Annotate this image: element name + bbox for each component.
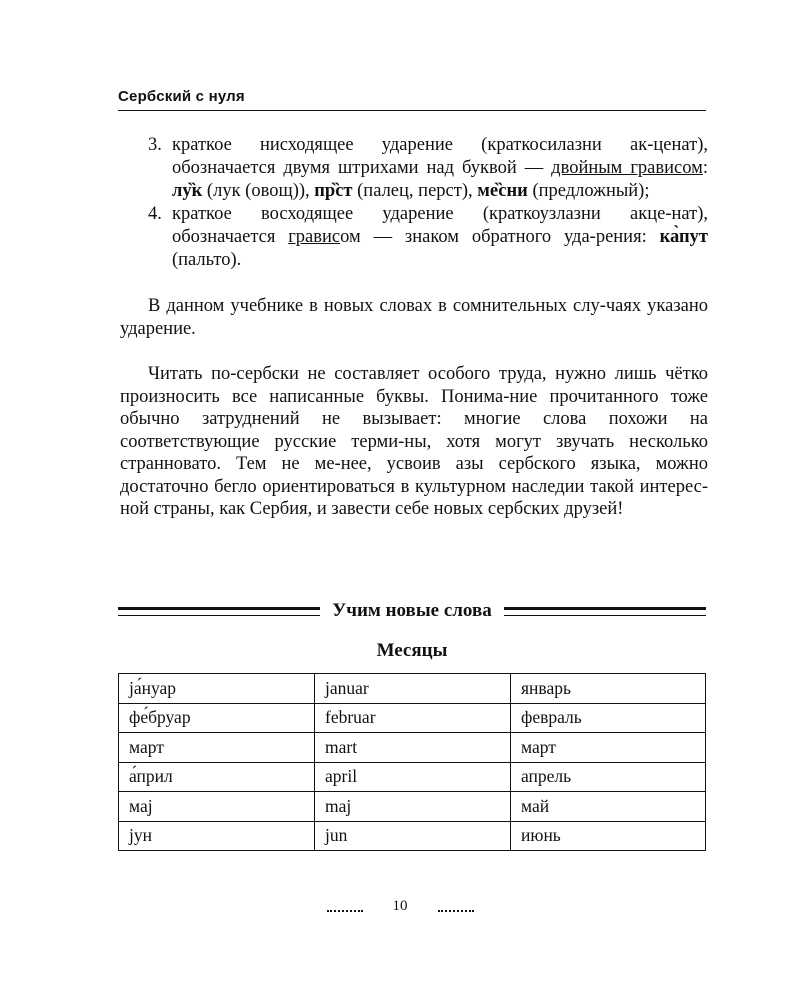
running-head: Сербский с нуля	[118, 88, 706, 111]
serbian-latin-cell: mart	[315, 733, 511, 763]
table-row	[119, 762, 706, 792]
serbian-cyrillic-cell: фе́бруар	[119, 703, 315, 733]
serbian-cyrillic-cell: а́прил	[119, 762, 315, 792]
section-heading	[118, 596, 706, 626]
paragraph-stress-note: В данном учебнике в новых словах в сомнительных слу-чаях указано ударение.	[120, 296, 708, 339]
serbian-latin-cell: maj	[315, 792, 511, 822]
page-number: 10	[392, 898, 408, 914]
page-footer	[0, 898, 800, 915]
list-item	[148, 203, 708, 272]
list-number: 3.	[148, 135, 162, 155]
russian-cell: июнь	[511, 821, 706, 851]
example-word: ме̏сни	[477, 181, 528, 201]
serbian-latin-cell: januar	[315, 674, 511, 704]
list-text-part: краткое нисходящее ударение (краткосилазни ак-ценат), обозначается двумя штрихами над буквой —	[172, 135, 708, 178]
list-text-part: (пальто).	[172, 250, 242, 270]
table-row	[119, 674, 706, 704]
list-text-part: ом	[340, 227, 361, 247]
months-table	[118, 673, 706, 851]
example-word: пр̏ст	[314, 181, 353, 201]
serbian-latin-cell: april	[315, 762, 511, 792]
table-row	[119, 703, 706, 733]
list-text	[172, 203, 708, 272]
list-text-part: — знаком обратного уда-рения:	[360, 227, 660, 247]
russian-cell: январь	[511, 674, 706, 704]
section-title: Учим новые слова	[332, 600, 492, 621]
list-text-part: (палец, перст),	[352, 181, 478, 201]
table-title: Месяцы	[376, 640, 448, 661]
term-grave: гравис	[288, 227, 341, 247]
table-row	[119, 821, 706, 851]
serbian-cyrillic-cell: јун	[119, 821, 315, 851]
serbian-cyrillic-cell: мај	[119, 792, 315, 822]
list-number: 4.	[148, 204, 162, 224]
serbian-latin-cell: jun	[315, 821, 511, 851]
footer-dots-right	[438, 902, 474, 912]
example-word: ка̀пут	[659, 227, 708, 247]
russian-cell: февраль	[511, 703, 706, 733]
list-text-part: :	[702, 158, 708, 178]
list-text	[172, 134, 708, 203]
heading-rule-right	[504, 607, 706, 616]
serbian-cyrillic-cell: ја́нуар	[119, 674, 315, 704]
russian-cell: май	[511, 792, 706, 822]
table-row	[119, 792, 706, 822]
list-item	[148, 134, 708, 203]
russian-cell: март	[511, 733, 706, 763]
footer-dots-left	[327, 902, 363, 912]
term-double-grave: двойным грависом	[551, 158, 703, 178]
stress-list	[148, 134, 708, 272]
russian-cell: апрель	[511, 762, 706, 792]
paragraph-reading: Читать по-сербски не составляет особого труда, нужно лишь чётко произносить все написанные буквы. Понима-ние прочитанного тоже обычно затруднений не вызывает: многие слова похожи на соответствующие русские терми-ны, хотя могут звучать несколько странновато. Тем не ме-нее, усвоив азы сербского языка, можно достаточно бегло ориентироваться в культурном наследии такой интерес-ной страны, как Сербия, и завести себе новых сербских друзей!	[120, 364, 708, 519]
serbian-cyrillic-cell: март	[119, 733, 315, 763]
list-text-part: (лук (овощ)),	[202, 181, 315, 201]
list-text-part: краткое восходящее ударение (краткоузлазни акце-нат), обозначается	[172, 204, 708, 247]
list-text-part: (предложный);	[527, 181, 650, 201]
table-row	[119, 733, 706, 763]
example-word: лу̏к	[172, 181, 203, 201]
heading-rule-left	[118, 607, 320, 616]
serbian-latin-cell: februar	[315, 703, 511, 733]
